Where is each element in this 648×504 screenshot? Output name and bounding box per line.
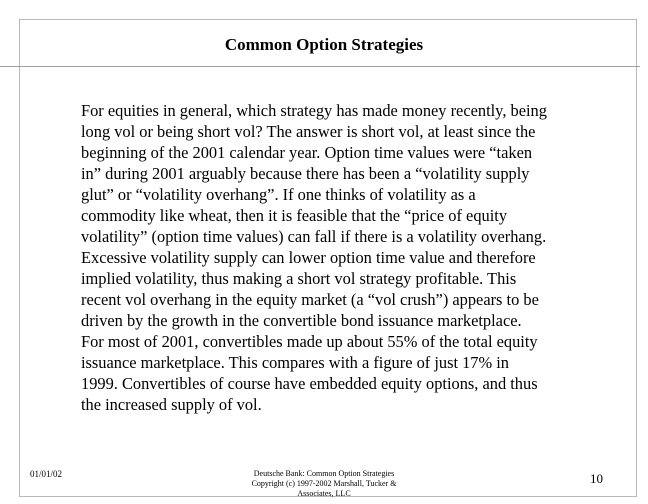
body-line: in” during 2001 arguably because there has been a “volatility supply xyxy=(81,164,530,183)
footer-source-line: Deutsche Bank: Common Option Strategies xyxy=(253,469,395,478)
body-line: For equities in general, which strategy has made money recently, being xyxy=(81,101,547,120)
body-line: issuance marketplace. This compares with a figure of just 17% in xyxy=(81,353,510,372)
footer-source xyxy=(224,469,424,499)
footer-source-line: Associates, LLC xyxy=(297,489,351,498)
title-divider xyxy=(0,66,640,67)
body-line: glut” or “volatility overhang”. If one thinks of volatility as a xyxy=(81,185,476,204)
slide-title: Common Option Strategies xyxy=(224,35,424,54)
body-paragraph xyxy=(81,100,601,415)
body-line: beginning of the 2001 calendar year. Option time values were “taken xyxy=(81,143,533,162)
footer-date: 01/01/02 xyxy=(30,469,63,479)
body-line: the increased supply of vol. xyxy=(81,395,262,414)
body-line: commodity like wheat, then it is feasible that the “price of equity xyxy=(81,206,508,225)
body-line: driven by the growth in the convertible bond issuance marketplace. xyxy=(81,311,522,330)
footer-source-line: Copyright (c) 1997-2002 Marshall, Tucker & xyxy=(251,479,397,488)
body-line: 1999. Convertibles of course have embedded equity options, and thus xyxy=(81,374,538,393)
body-line: implied volatility, thus making a short vol strategy profitable. This xyxy=(81,269,517,288)
body-line: recent vol overhang in the equity market (a “vol crush”) appears to be xyxy=(81,290,539,309)
page-number: 10 xyxy=(590,471,603,486)
body-line: For most of 2001, convertibles made up about 55% of the total equity xyxy=(81,332,538,351)
body-line: Excessive volatility supply can lower option time value and therefore xyxy=(81,248,536,267)
body-line: long vol or being short vol? The answer is short vol, at least since the xyxy=(81,122,536,141)
body-line: volatility” (option time values) can fall if there is a volatility overhang. xyxy=(81,227,547,246)
